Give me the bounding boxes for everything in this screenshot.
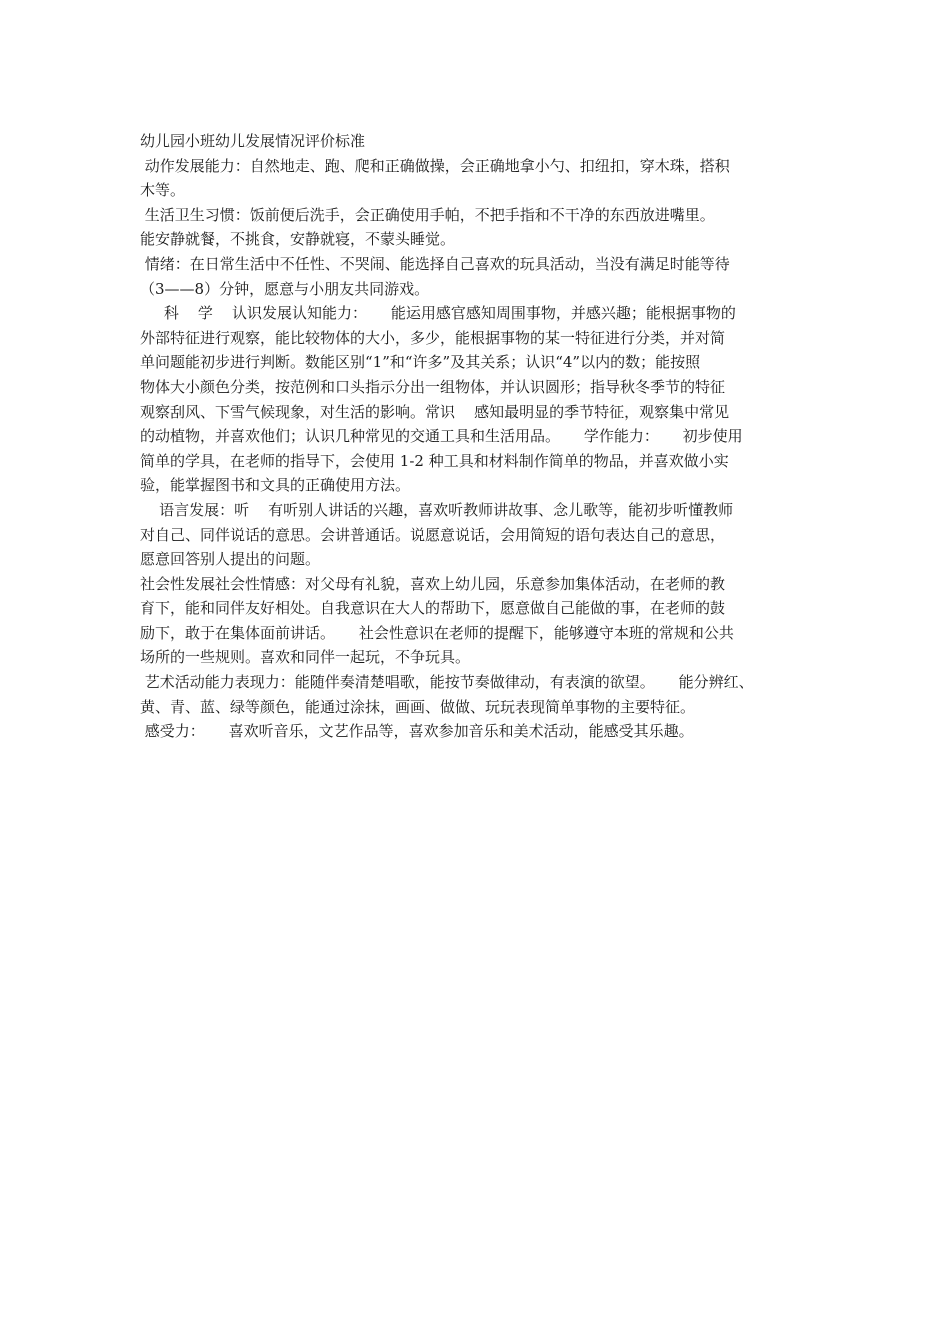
text-line: 育下，能和同伴友好相处。自我意识在大人的帮助下，愿意做自己能做的事，在老师的鼓 — [140, 599, 726, 618]
text-line: 的动植物，并喜欢他们；认识几种常见的交通工具和生活用品。 学作能力： 初步使用 — [140, 427, 743, 446]
text-line: （3——8）分钟，愿意与小朋友共同游戏。 — [140, 279, 430, 298]
text-line: 社会性发展社会性情感：对父母有礼貌，喜欢上幼儿园，乐意参加集体活动，在老师的教 — [140, 574, 726, 593]
text-line: 黄、青、蓝、绿等颜色，能通过涂抹，画画、做做、玩玩表现简单事物的主要特征。 — [140, 697, 696, 716]
text-line: 动作发展能力：自然地走、跑、爬和正确做操，会正确地拿小勺、扣纽扣，穿木珠，搭积 — [140, 156, 730, 175]
text-line: 能安静就餐，不挑食，安静就寝，不蒙头睡觉。 — [140, 230, 456, 249]
text-line: 木等。 — [140, 181, 186, 200]
document-title: 幼儿园小班幼儿发展情况评价标准 — [140, 132, 366, 150]
document-body — [140, 129, 820, 744]
text-line: 语言发展：听 有听别人讲话的兴趣，喜欢听教师讲故事、念儿歌等，能初步听懂教师 — [140, 500, 734, 519]
text-line: 观察刮风、下雪气候现象，对生活的影响。常识 感知最明显的季节特征，观察集中常见 — [140, 402, 730, 421]
text-line: 艺术活动能力表现力：能随伴奏清楚唱歌，能按节奏做律动，有表演的欲望。 能分辨红、 — [140, 673, 754, 692]
text-line: 外部特征进行观察，能比较物体的大小，多少，能根据事物的某一特征进行分类，并对简 — [140, 328, 726, 347]
text-line: 场所的一些规则。喜欢和同伴一起玩，不争玩具。 — [140, 648, 471, 667]
text-line: 愿意回答别人提出的问题。 — [140, 550, 321, 569]
text-line: 验，能掌握图书和文具的正确使用方法。 — [140, 476, 411, 495]
text-line: 感受力： 喜欢听音乐，文艺作品等，喜欢参加音乐和美术活动，能感受其乐趣。 — [140, 722, 694, 741]
text-line: 物体大小颜色分类，按范例和口头指示分出一组物体，并认识圆形；指导秋冬季节的特征 — [140, 377, 726, 396]
text-line: 对自己、同伴说话的意思。会讲普通话。说愿意说话，会用简短的语句表达自己的意思， — [140, 525, 726, 544]
text-line: 单问题能初步进行判断。数能区别“1”和“许多”及其关系；认识“4”以内的数；能按照 — [140, 353, 701, 372]
text-line: 情绪：在日常生活中不任性、不哭闹、能选择自己喜欢的玩具活动，当没有满足时能等待 — [140, 254, 730, 273]
text-line: 简单的学具，在老师的指导下，会使用 1-2 种工具和材料制作简单的物品，并喜欢做小实 — [140, 451, 729, 470]
text-line: 生活卫生习惯：饭前便后洗手，会正确使用手帕，不把手指和不干净的东西放进嘴里。 — [140, 205, 715, 224]
text-line: 科 学 认识发展认知能力： 能运用感官感知周围事物，并感兴趣；能根据事物的 — [140, 304, 736, 323]
text-line: 励下，敢于在集体面前讲话。 社会性意识在老师的提醒下，能够遵守本班的常规和公共 — [140, 623, 734, 642]
